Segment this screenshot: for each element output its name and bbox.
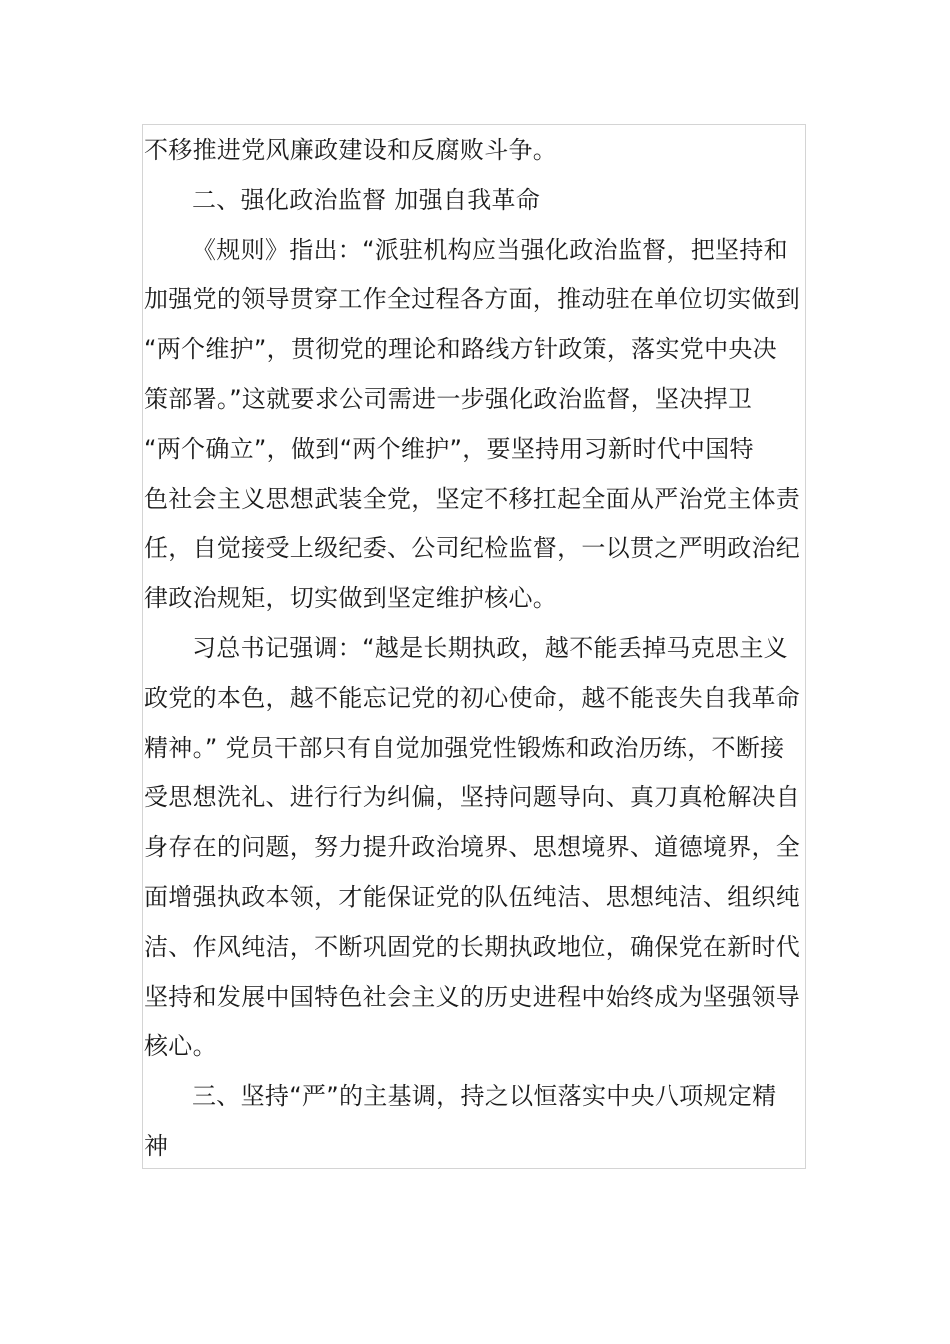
text-line: 面增强执政本领，才能保证党的队伍纯洁、思想纯洁、组织纯 bbox=[144, 882, 801, 911]
section-heading-3: 三、坚持“严”的主基调，持之以恒落实中央八项规定精 bbox=[192, 1082, 777, 1111]
paragraph-start: 《规则》指出：“派驻机构应当强化政治监督，把坚持和 bbox=[192, 235, 788, 264]
text-line: 色社会主义思想武装全党，坚定不移扛起全面从严治党主体责 bbox=[144, 484, 801, 513]
text-line: 政党的本色，越不能忘记党的初心使命，越不能丧失自我革命 bbox=[144, 683, 801, 712]
document-body bbox=[144, 126, 804, 1172]
text-line: 精神。” 党员干部只有自觉加强党性锻炼和政治历练，不断接 bbox=[144, 733, 785, 762]
paragraph-start: 习总书记强调：“越是长期执政，越不能丢掉马克思主义 bbox=[192, 633, 788, 662]
text-line: 任，自觉接受上级纪委、公司纪检监督，一以贯之严明政治纪 bbox=[144, 534, 801, 563]
text-line: “两个确立”，做到“两个维护”，要坚持用习新时代中国特 bbox=[144, 434, 754, 463]
text-line: 核心。 bbox=[144, 1032, 217, 1061]
text-line: 律政治规矩，切实做到坚定维护核心。 bbox=[144, 584, 558, 613]
text-line: 受思想洗礼、进行行为纠偏，坚持问题导向、真刀真枪解决自 bbox=[144, 783, 801, 812]
text-line: 洁、作风纯洁，不断巩固党的长期执政地位，确保党在新时代 bbox=[144, 932, 801, 961]
text-line: 策部署。”这就要求公司需进一步强化政治监督，坚决捍卫 bbox=[144, 384, 753, 413]
text-line: 神 bbox=[144, 1131, 169, 1160]
text-line: “两个维护”，贯彻党的理论和路线方针政策，落实党中央决 bbox=[144, 335, 777, 364]
text-line: 不移推进党风廉政建设和反腐败斗争。 bbox=[144, 136, 558, 164]
text-line: 加强党的领导贯穿工作全过程各方面，推动驻在单位切实做到 bbox=[144, 285, 801, 314]
text-line: 身存在的问题，努力提升政治境界、思想境界、道德境界，全 bbox=[144, 833, 801, 862]
section-heading-2: 二、强化政治监督 加强自我革命 bbox=[192, 185, 541, 214]
text-line: 坚持和发展中国特色社会主义的历史进程中始终成为坚强领导 bbox=[144, 982, 801, 1011]
